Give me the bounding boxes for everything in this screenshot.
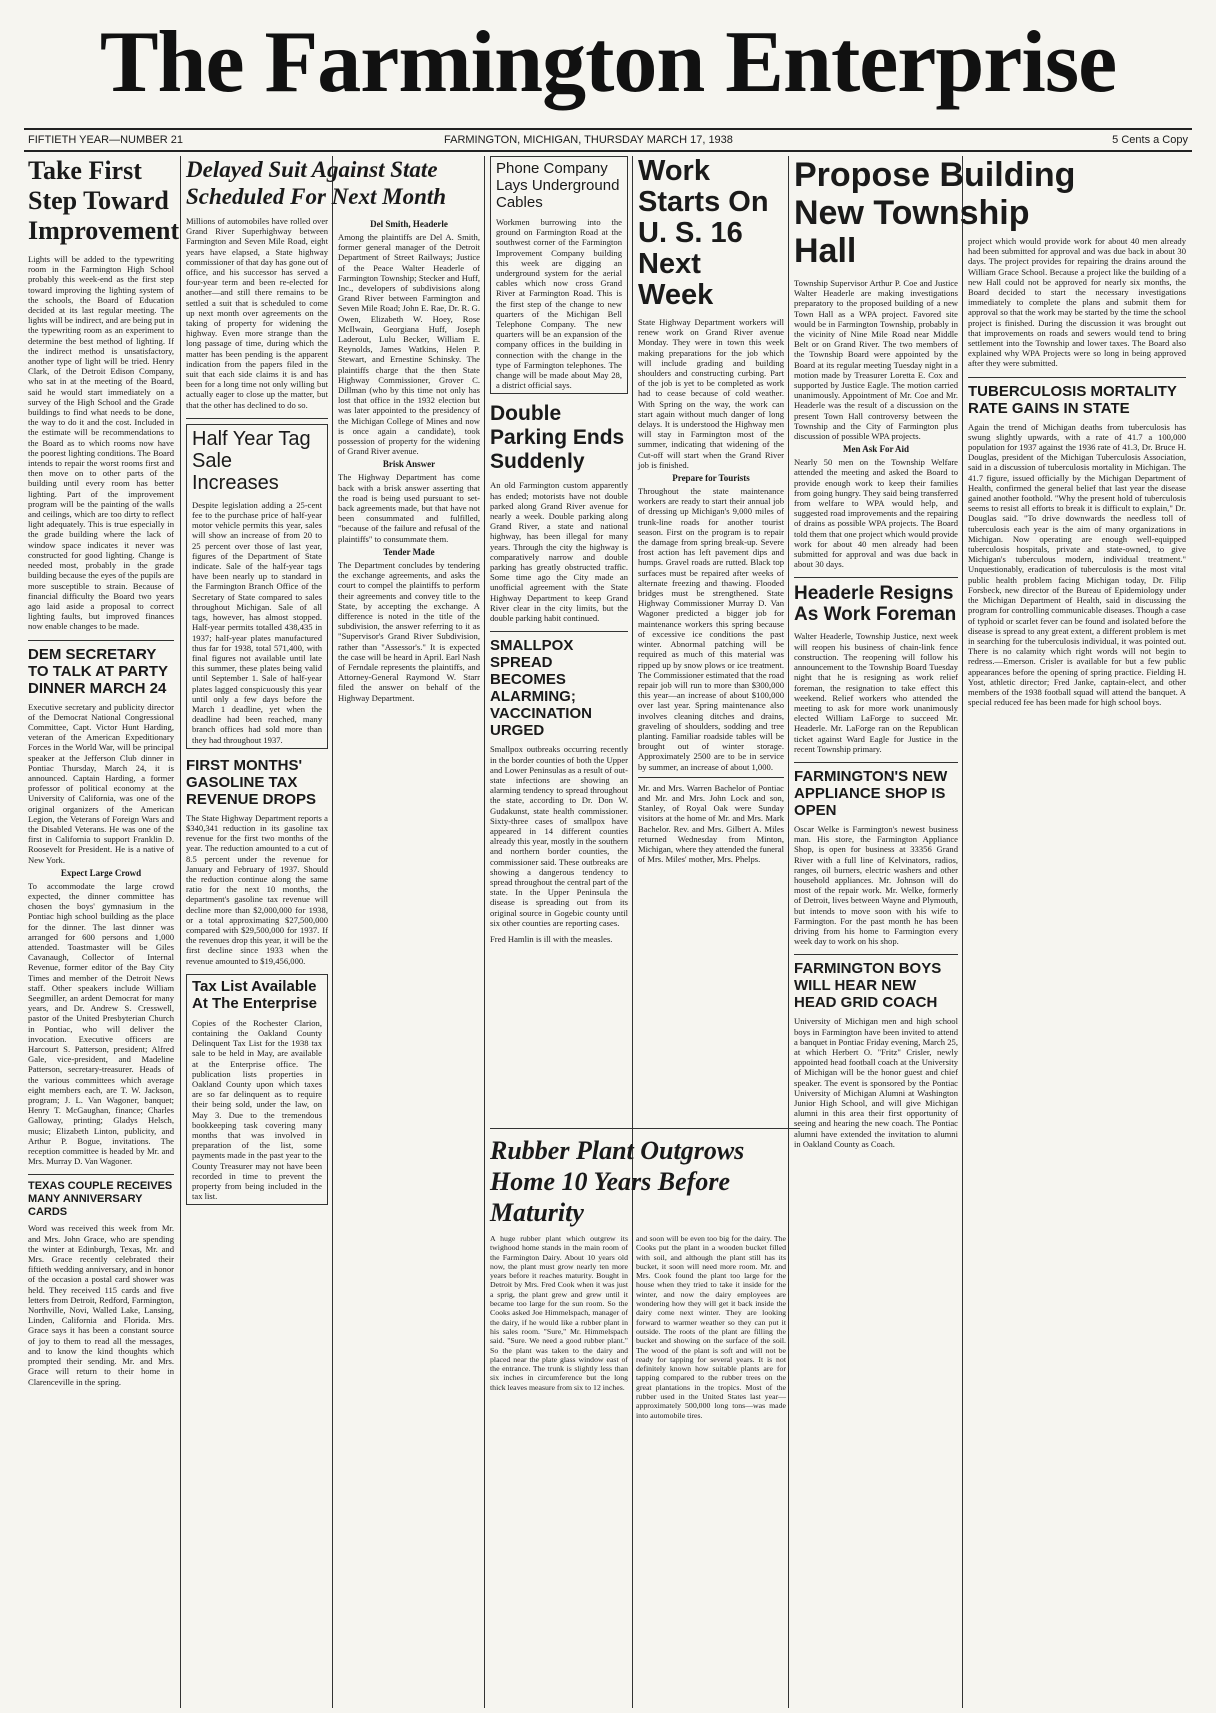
social-notes: Mr. and Mrs. Warren Bachelor of Pontiac and Mr. and Mrs. John Lock and son, Stanley, of Royal Oak were Sunday visitors at the home of Mr. and Mrs. Mark Bachelor. Rev. and Mrs. Gilbert A. Miles returned Wednesday from Minton, Michigan, where they attended the funeral of Mrs. Miles' mother, Mrs. Phelps. — [638, 782, 784, 865]
article-appliance-shop — [794, 768, 958, 946]
column-rule — [788, 156, 789, 1708]
column-3 — [338, 216, 480, 1708]
article-body: University of Michigan men and high school boys in Farmington have been invited to attend a banquet in Pontiac Friday evening, March 25, at which Herbert O. "Fritz" Crisler, newly appointed head football coach at the University of Michigan will be the honor guest and chief speaker. The event is sponsored by the Pontiac University of Michigan Alumni at Washington Junior High School, and will give Michigan alumni in this area their first opportunity of seeing and hearing the new coach. The Pontiac alumni have extended the invitation to alumni in Oakland County as Coach. — [794, 1016, 958, 1149]
headline: TEXAS COUPLE RECEIVES MANY ANNIVERSARY CARDS — [28, 1180, 173, 1219]
headline: Phone Company Lays Underground Cables — [496, 160, 620, 211]
headline: Delayed Suit Against State Scheduled For Next Month — [186, 157, 447, 209]
column-rule — [180, 156, 181, 1708]
column-rule — [632, 156, 633, 1708]
article-body: Workmen burrowing into the ground on Farmington Road at the southwest corner of the Farmington Improvement Company building this week are digging an underground system for the aerial cables which now cross Grand River at Farmington Road. This is the first step of the change to new quarters of the Michigan Bell Telephone Company. The new quarters will be an expansion of the company offices in the building in connection with the change in the type of Farmington telephones. The change will be made about May 28, a district official says. — [496, 217, 622, 391]
article-body: The Department concludes by tendering the exchange agreements, and asks the court to compel the plaintiffs to perform their agreements and convey title to the State, by accepting the exchange. A difference is noted in the title of the subdivision, the answer referring to it as "Supervisor's Grand River Subdivision, rather than "Assessor's." It is expected the case will be heard in April. Earl Nash of Ferndale represents the plaintiffs, and Attorney-General Raymond W. Starr filed the answer on behalf of the Highway Department. — [338, 559, 480, 703]
headline: Headerle Resigns As Work Foreman — [794, 583, 957, 626]
price: 5 Cents a Copy — [1112, 134, 1188, 146]
article-body: Throughout the state maintenance workers are ready to start their annual job of dressing up Michigan's 9,000 miles of trunk-line roads for another tourist season. First on the program is to repair the damage from spring break-up. Severe frost action has left pavement dips and humps. Gravel roads are rutted. Black top surfaces must be repaired after weeks of alternate freezing and thawing. Flooded bridges must be strengthened. State Highway Commissioner Murray D. Van Wagoner predicted a bigger job for maintenance workers this spring because of excessive ice conditions the past winter. Abnormal patching will be required as much of this material was ripped up by snow plows or ice treatment. The Commissioner estimated that the road repair job will run to more than $300,000 this year—an increase of about $100,000 over last year. Spring maintenance also involves cleaning ditches and drains, graveling of shoulders, sodding and tree planting. Familiar roadside tables will be brought out of winter storage. Approximately 2500 are to be in service by summer, an increase of about 1,000. — [638, 486, 784, 772]
column-5 — [638, 156, 784, 1122]
headline: SMALLPOX SPREAD BECOMES ALARMING; VACCINATION URGED — [490, 637, 592, 740]
column-1 — [28, 156, 180, 1708]
article-tax-list — [186, 974, 328, 1206]
headline: TUBERCULOSIS MORTALITY RATE GAINS IN STATE — [968, 382, 1177, 417]
headline: Propose Building New Township Hall — [794, 156, 1076, 270]
article-body: Copies of the Rochester Clarion, containing the Oakland County Delinquent Tax List for the 1938 tax sale to be held in May, are available at the Enterprise office. The publication lists properties in Oakland County upon which taxes are so far delinquent as to require their being sold, under the law, on May 3. Due to the tremendous bookkeeping task covering many months that was involved in preparation of the list, some payments made in the past year to the County Treasurer may not have been recorded in time to prevent the property from being included in the tax list. — [192, 1017, 322, 1202]
article-texas-couple — [28, 1180, 174, 1386]
article-lighting — [28, 156, 180, 632]
masthead-title: The Farmington Enterprise — [99, 14, 1117, 111]
brief-note: Fred Hamlin is ill with the measles. — [490, 933, 613, 944]
article-body: Again the trend of Michigan deaths from tuberculosis has swung slightly upwards, with a rate of 41.7 a 100,000 population for 1937 against the 1936 rate of 41.3, Dr. Bruce H. Douglas, president of the Michigan Tuberculosis Association, said in a discussion of tuberculosis mortality in Michigan. The 41.7 figure, issued officially by the Michigan Department of Health, confirmed the general belief that last year the disease gained another foothold. "Why the present hold of tuberculosis seems to resist all efforts to break it is difficult to explain," Dr. Douglas said. "To drive downwards the needless toll of tuberculosis each year is the aim of many organizations in Michigan. Now operating are enough well-equipped tuberculosis hospitals, private and state-owned, to give Michigan's tuberculous modern, individual treatment." Unquestionably, eradication of tuberculosis is the most vital public health problem facing Michigan today, Dr. Filip Forsbeck, new director of the Bureau of Epidemiology under the Michigan Department of Health, said in discussing the program for controlling communicable diseases. Though a case of typhoid or scarlet fever can be found and isolated before the disease is spread to any great extent, a different problem is met in searching for the tuberculosis individual, it was pointed out. There is no calamity which right words will not begin to redress.—Emerson. Crisler is available for but a few public appearances before the opening of spring practice. Fielding H. Yost, athletic director; Fred Janke, captain-elect, and other members of the 1938 football squad will attend the banquet. A special reduced fee has been made for high school boys. — [968, 421, 1186, 708]
article-body: Lights will be added to the typewriting room in the Farmington High School probably this week-end as the first step toward improving the lighting system of the schools, the Board of Education decided at its last regular meeting. The lights will be indirect, and are being put in the typewriting room as an experiment to determine the best method of lighting. If the indirect method is unsatisfactory, another type of light will be tried. Henry Clark, of the Detroit Edison Company, who sat in at the meeting of the Board, said he would start immediately on a survey of the High School and the Grade buildings to find what needs to be done, the way to do it and the cost. Included in the estimate will be recommendations to the Board as to which rooms now have the poorest lighting conditions. The Board intends to repair the worst rooms first and then move on to other parts of the building until every room has better lighting. Part of the improvement program will be the painting of the walls and ceilings, which are too dirty to reflect light adequately. This is true especially in the grade building where the lack of window space indicates it never was constructed for good lighting. Change is needed most, probably in the grade building because the eyes of the pupils are more susceptible to strain. Because of financial difficulty the Board two years ago laid aside a proposal to correct lighting faults, but improved finances now enable changes to be made. — [28, 254, 174, 632]
column-4 — [490, 156, 628, 1122]
column-rule — [962, 156, 963, 1708]
headline: FIRST MONTHS' GASOLINE TAX REVENUE DROPS — [186, 756, 317, 808]
article-smallpox — [490, 637, 628, 944]
article-body: Oscar Welke is Farmington's newest business man. His store, the Farmington Appliance Shop, is open for business at 33356 Grand River with a full line of Kelvinators, radios, ranges, oil burners, electric washers and other household appliances. Mr. Johnson will do most of the repair work. Mr. Welke, formerly of Detroit, lives between Wayne and Plymouth, but intends to move soon with his wife to Farmington. For the past month he has been driving from his home to Farmington every week day to work on his shop. — [794, 823, 958, 947]
subhead: Tender Made — [383, 546, 435, 557]
article-body: State Highway Department workers will renew work on Grand River avenue Monday. They were in town this week making preparations for the job which will include grading and building shoulders and constructing curbing. Part of the job is yet to be completed as work had to cease because of cold weather. With Spring on the way, the work can start again without much danger of long delays. It is understood the Highway men will stay in Farmington most of the summer, indicating that widening of the Cut-off will start when the Grand River job is finished. — [638, 317, 784, 470]
article-body: Township Supervisor Arthur P. Coe and Justice Walter Headerle are making investigations preparatory to the proposed building of a new Town Hall as a WPA project. Favored site would be in Farmington Township, probably in the vicinity of Nine Mile Road near Middle Belt or on Grand River. The two members of the Township Board were appointed by the Board at its regular meeting Tuesday night in a motion made by Treasurer Loretta E. Cox and supported by Justice Eagle. The motion carried unanimously. Appointment of Mr. Coe and Mr. Headerle was the result of a discussion on the present Town Hall controversy between the Township and the City of Farmington plus discussion of possible WPA projects. — [794, 278, 958, 442]
headline: Double Parking Ends Suddenly — [490, 402, 625, 474]
subhead: Expect Large Crowd — [60, 867, 142, 878]
column-7 — [968, 236, 1186, 1708]
article-body: Nearly 50 men on the Township Welfare attended the meeting and asked the Board to provide enough work to keep their families from going hungry. They said being transferred from welfare to WPA would help, and suggested road improvements and the repairing of drains as possible WPA projects. The Board told them that one project which would provide work for about 40 men already had been submitted for approval and was due back in about 30 days. — [794, 457, 958, 570]
article-dem-secretary — [28, 646, 174, 1167]
article-delayed-suit-cont — [338, 219, 480, 703]
subhead: Men Ask For Aid — [842, 444, 910, 455]
article-body: Walter Headerle, Township Justice, next week will reopen his business of chain-link fence construction. The reopening will follow his announcement to the Township Board Tuesday night that he is resigning as work relief foreman, the resignation to take effect this weekend. Relief workers who attended the meeting to ask for more work unanimously elected William LaForge to succeed Mr. Headerle. Mr. LaForge ran on the Republican ticket against Ward Eagle for Justice in the recent Township primary. — [794, 631, 958, 754]
article-body: and soon will be even too big for the dairy. The Cooks put the plant in a wooden bucket filled with soil, and although the plant still has its bucket, it soon will need more room. Mr. and Mrs. Cook found the plant too large for the house when they tried to take it inside for the winter, and now the dairy employees are wondering how they will get it back inside the dairy come next winter. They are looking forward to warmer weather so they can put it outside. The roots of the plant are filling the bucket and showing on the surface of the soil. The wood of the plant is soft and will not be ready for tapping for several years. It is not definitely known how suitable plants are for tapping compared to the rubber trees on the great plantations in the tropics. Most of the rubber used in the United States last year—approximately 500,000 long tons—was made into automobile tires. — [636, 1234, 786, 1420]
volume-number: FIFTIETH YEAR—NUMBER 21 — [28, 134, 184, 146]
headline: DEM SECRETARY TO TALK AT PARTY DINNER MARCH 24 — [28, 645, 168, 697]
article-body: The State Highway Department reports a $340,341 reduction in its gasoline tax revenue for the first two months of the year. The reduction amounted to a cut of 8.5 percent under the revenue for January and February of 1937. Should the reduction continue along the same ratio for the next 10 months, the department's gasoline tax revenue will decline more than $2,000,000 for 1938, or a total approximating $27,500,000 compared with $29,500,000 for 1937. If the revenues drop this year, it will be the first decline since 1933 when the revenue amounted to $19,456,000. — [186, 812, 328, 966]
article-body: Millions of automobiles have rolled over Grand River Superhighway between Farmington and Seven Mile Road, eight years have elapsed, a State highway commissioner of that day has gone out of office, and his successor has served a four-year term and been re-elected for another—and still there remains to be settled a suit that is scheduled to come up next month over agreements on the taking of property for widening the highway. Even more strange than the long passage of time, during which the matter has been pending is the apparent indication from the papers filed in the suit that each side claims it is and has been for a long time not only willing but actually eager to close up the matter, but that the other has declined to do so. — [186, 216, 329, 410]
article-body: project which would provide work for about 40 men already had been submitted for approval and was due back in about 30 days. The project provides for repairing the drains around the William Grace School. Because a project like the building of a new Hall could not be approved for nearly six months, the Board decided to start the necessary investigations immediately to complete the plans and submit them for approval so that the work may be started by the time the school project is finished. During the discussion it was brought out that improvements on roads and sewers would tend to bring settlement into the Township and lower taxes. The Board also explained why WPA Projects were so long in being approved after they were submitted. — [968, 236, 1186, 369]
column-rule — [484, 156, 485, 1708]
article-body: Despite legislation adding a 25-cent fee to the purchase price of half-year motor vehicle permits this year, sales will show an increase of from 20 to 25 percent over those of last year, figures of the Department of State indicate. Sale of the half-year tags have been nearly up to standard in the Farmington Branch Office of the Secretary of State compared to sales throughout Michigan. Sale of all tags, however, has almost stopped. Half-year permits totalled 438,435 in 1937; half-year plates manufactured thus far for 1938, total 571,400, with final figures not available until late this summer, these plates being valid until September 1. Sale of half-year plates lagged conspicuously this year until only a few days before the March 1 deadline, yet when the deadline had been reached, many branch offices had sold more than they had throughout 1937. — [192, 499, 322, 745]
subhead: Del Smith, Headerle — [370, 219, 448, 229]
article-grid-coach — [794, 960, 958, 1149]
headline: FARMINGTON'S NEW APPLIANCE SHOP IS OPEN — [794, 767, 948, 819]
subhead: Brisk Answer — [382, 459, 436, 470]
article-gas-tax — [186, 757, 328, 966]
headline: Rubber Plant Outgrows Home 10 Years Before Maturity — [490, 1128, 800, 1228]
headline: FARMINGTON BOYS WILL HEAR NEW HEAD GRID COACH — [794, 960, 942, 1012]
headline: Half Year Tag Sale Increases — [192, 427, 311, 494]
article-township-hall-cont — [968, 236, 1186, 369]
article-body: An old Farmington custom apparently has ended; motorists have not double parked along Grand River avenue for nearly a week. Double parking along Grand River, a state and national highway, has been illegal for many years. Through the city the highway is comparatively narrow and double parking has greatly obstructed traffic. Some time ago the City made an unofficial agreement with the State Highway Department to keep Grand River clear in the city limits, but the double parking habit continued. — [490, 480, 628, 624]
article-body: Among the plaintiffs are Del A. Smith, former general manager of the Detroit Department of Street Railways; Justice of the Peace Walter Headerle of Farmington Township; Stecker and Huff, Inc., developers of subdivisions along Grand River between Farmington and Seven Mile Road; John E. Rae, Dr. R. G. Owen, Elizabeth W. Hoey, Rose McIlwain, Georgiana Huff, Joseph Laderout, Lulu Becker, William E. Reynolds, James Watkins, Helen P. Stewart, and Ernestine Schinsky. The plaintiffs charge that the then State Highway Commissioner, Grover C. Dillman (who by this time not only has lost that office in the 1932 election but was later appointed to the presidency of the Michigan College of Mines and now is once again a candidate), took possession of property for the widening of Grand River avenue. — [338, 232, 480, 457]
article-tuberculosis — [968, 383, 1186, 708]
article-body: Executive secretary and publicity director of the Democrat National Congressional Committee, Capt. Victor Hunt Harding, veteran of the American Expeditionary Forces in the World War, will be principal speaker at the Jefferson Club dinner in Pontiac Thursday, March 24, it is announced. Captain Harding, a former professor of political economy at the University of California, was one of the original organizers of the American Legion, the Veterans of Foreign Wars and the Disabled Veterans. He was one of the first in California to support Franklin D. Roosevelt for President. He is a native of New York. — [28, 701, 174, 865]
article-body: Word was received this week from Mr. and Mrs. John Grace, who are spending the winter at Edinburgh, Texas, Mr. and Mrs. Grace recently celebrated their fiftieth wedding anniversary, and in honor of the occasion a postal card shower was held. They received 115 cards and five letters from Detroit, Redford, Farmington, Northville, Novi, Walled Lake, Lansing, Linden, California and Florida. Mrs. Grace says it has been a constant source of joy to them to read all the messages, and to know the kind thoughts which prompted their sending. Mr. and Mrs. Grace will return to their home in Clarenceville in the spring. — [28, 1223, 174, 1387]
column-rule — [332, 156, 333, 1708]
subhead: Prepare for Tourists — [672, 473, 750, 484]
article-body: Smallpox outbreaks occurring recently in the border counties of both the Upper and Lower Peninsulas as a result of out-state infections are showing an alarming tendency to spread throughout the state, according to Dr. Don W. Gudakunst, state health commissioner. Sixty-three cases of smallpox have appeared in 14 different counties already this year, mostly in the southern and northern border counties, the commissioner said. These outbreaks are showing a dangerous tendency to spread throughout the central part of the state. In the Upper Peninsula the disease is spreading out from its original source in Gogebic county until six other counties are reporting cases. — [490, 744, 628, 928]
headline: Take First Step Toward Improvement — [28, 156, 180, 245]
headline: Tax List Available At The Enterprise — [192, 977, 318, 1012]
article-half-year-tag — [186, 424, 328, 749]
headline: Work Starts On U. S. 16 Next Week — [638, 155, 769, 311]
article-double-parking — [490, 402, 628, 623]
article-phone-company — [490, 156, 628, 394]
dateline-bar — [24, 128, 1192, 152]
article-us16 — [638, 156, 784, 864]
article-body: A huge rubber plant which outgrew its twighood home stands in the main room of the Farmington Dairy. About 10 years old now, the plant must grow nearly ten more years before it reaches maturity. Bought in Detroit by Mrs. Fred Cook when it was just a sprig, the plant grew and grew until it became too large for the sun room. So the Cooks asked Joe Himmelspach, manager of the dairy, if he would like a rubber plant in his sales room. "Sure," Mr. Himmelspach said. "Sure. We need a good rubber plant." So the plant was taken to the dairy and placed near the plate glass window east of the entrance. The trunk is slightly less than six inches in circumference but the long thick leaves measure from six to 12 inches. — [490, 1234, 628, 1392]
article-rubber-plant — [490, 1128, 800, 1420]
article-body: The Highway Department has come back with a brisk answer asserting that the road is being used pursuant to set-back agreements made, but that have not been consummated and fulfilled, "because of the failure and refusal of the plaintiffs" to consummate them. — [338, 472, 480, 544]
article-body: To accommodate the large crowd expected, the dinner committee has chosen the boys' gymnasium in the Pontiac high school building as the place for the dinner. The last dinner was arranged for 600 persons and 1,000 attended. Toastmaster will be Giles Cavanaugh, Collector of Internal Revenue, former editor of the Bay City Times and member of the Detroit News staff. Other speakers include William Seegmiller, an ardent Democrat for many years, and Dr. Andrew S. Cresswell, pastor of the United Presbyterian Church in Pontiac, who will deliver the invocation. Executive officers are Harcourt S. Patterson, president; Alfred Gale, vice-president, and Madeline Patterson, secretary-treasurer. Heads of the various committees which average eight members each, are T. W. Jackson, program; J. L. Van Wagoner, banquet; Henry T. McGaughan, finance; Charles Galloway, printing; Gladys Helsch, music; Elizabeth Linton, publicity, and Arthur P. Bogue, invitations. The reception committee is headed by Mr. and Mrs. Murray D. Van Wagoner. — [28, 880, 174, 1167]
article-headerle-resigns — [794, 583, 958, 753]
dateline: FARMINGTON, MICHIGAN, THURSDAY MARCH 17, 1938 — [444, 134, 733, 146]
